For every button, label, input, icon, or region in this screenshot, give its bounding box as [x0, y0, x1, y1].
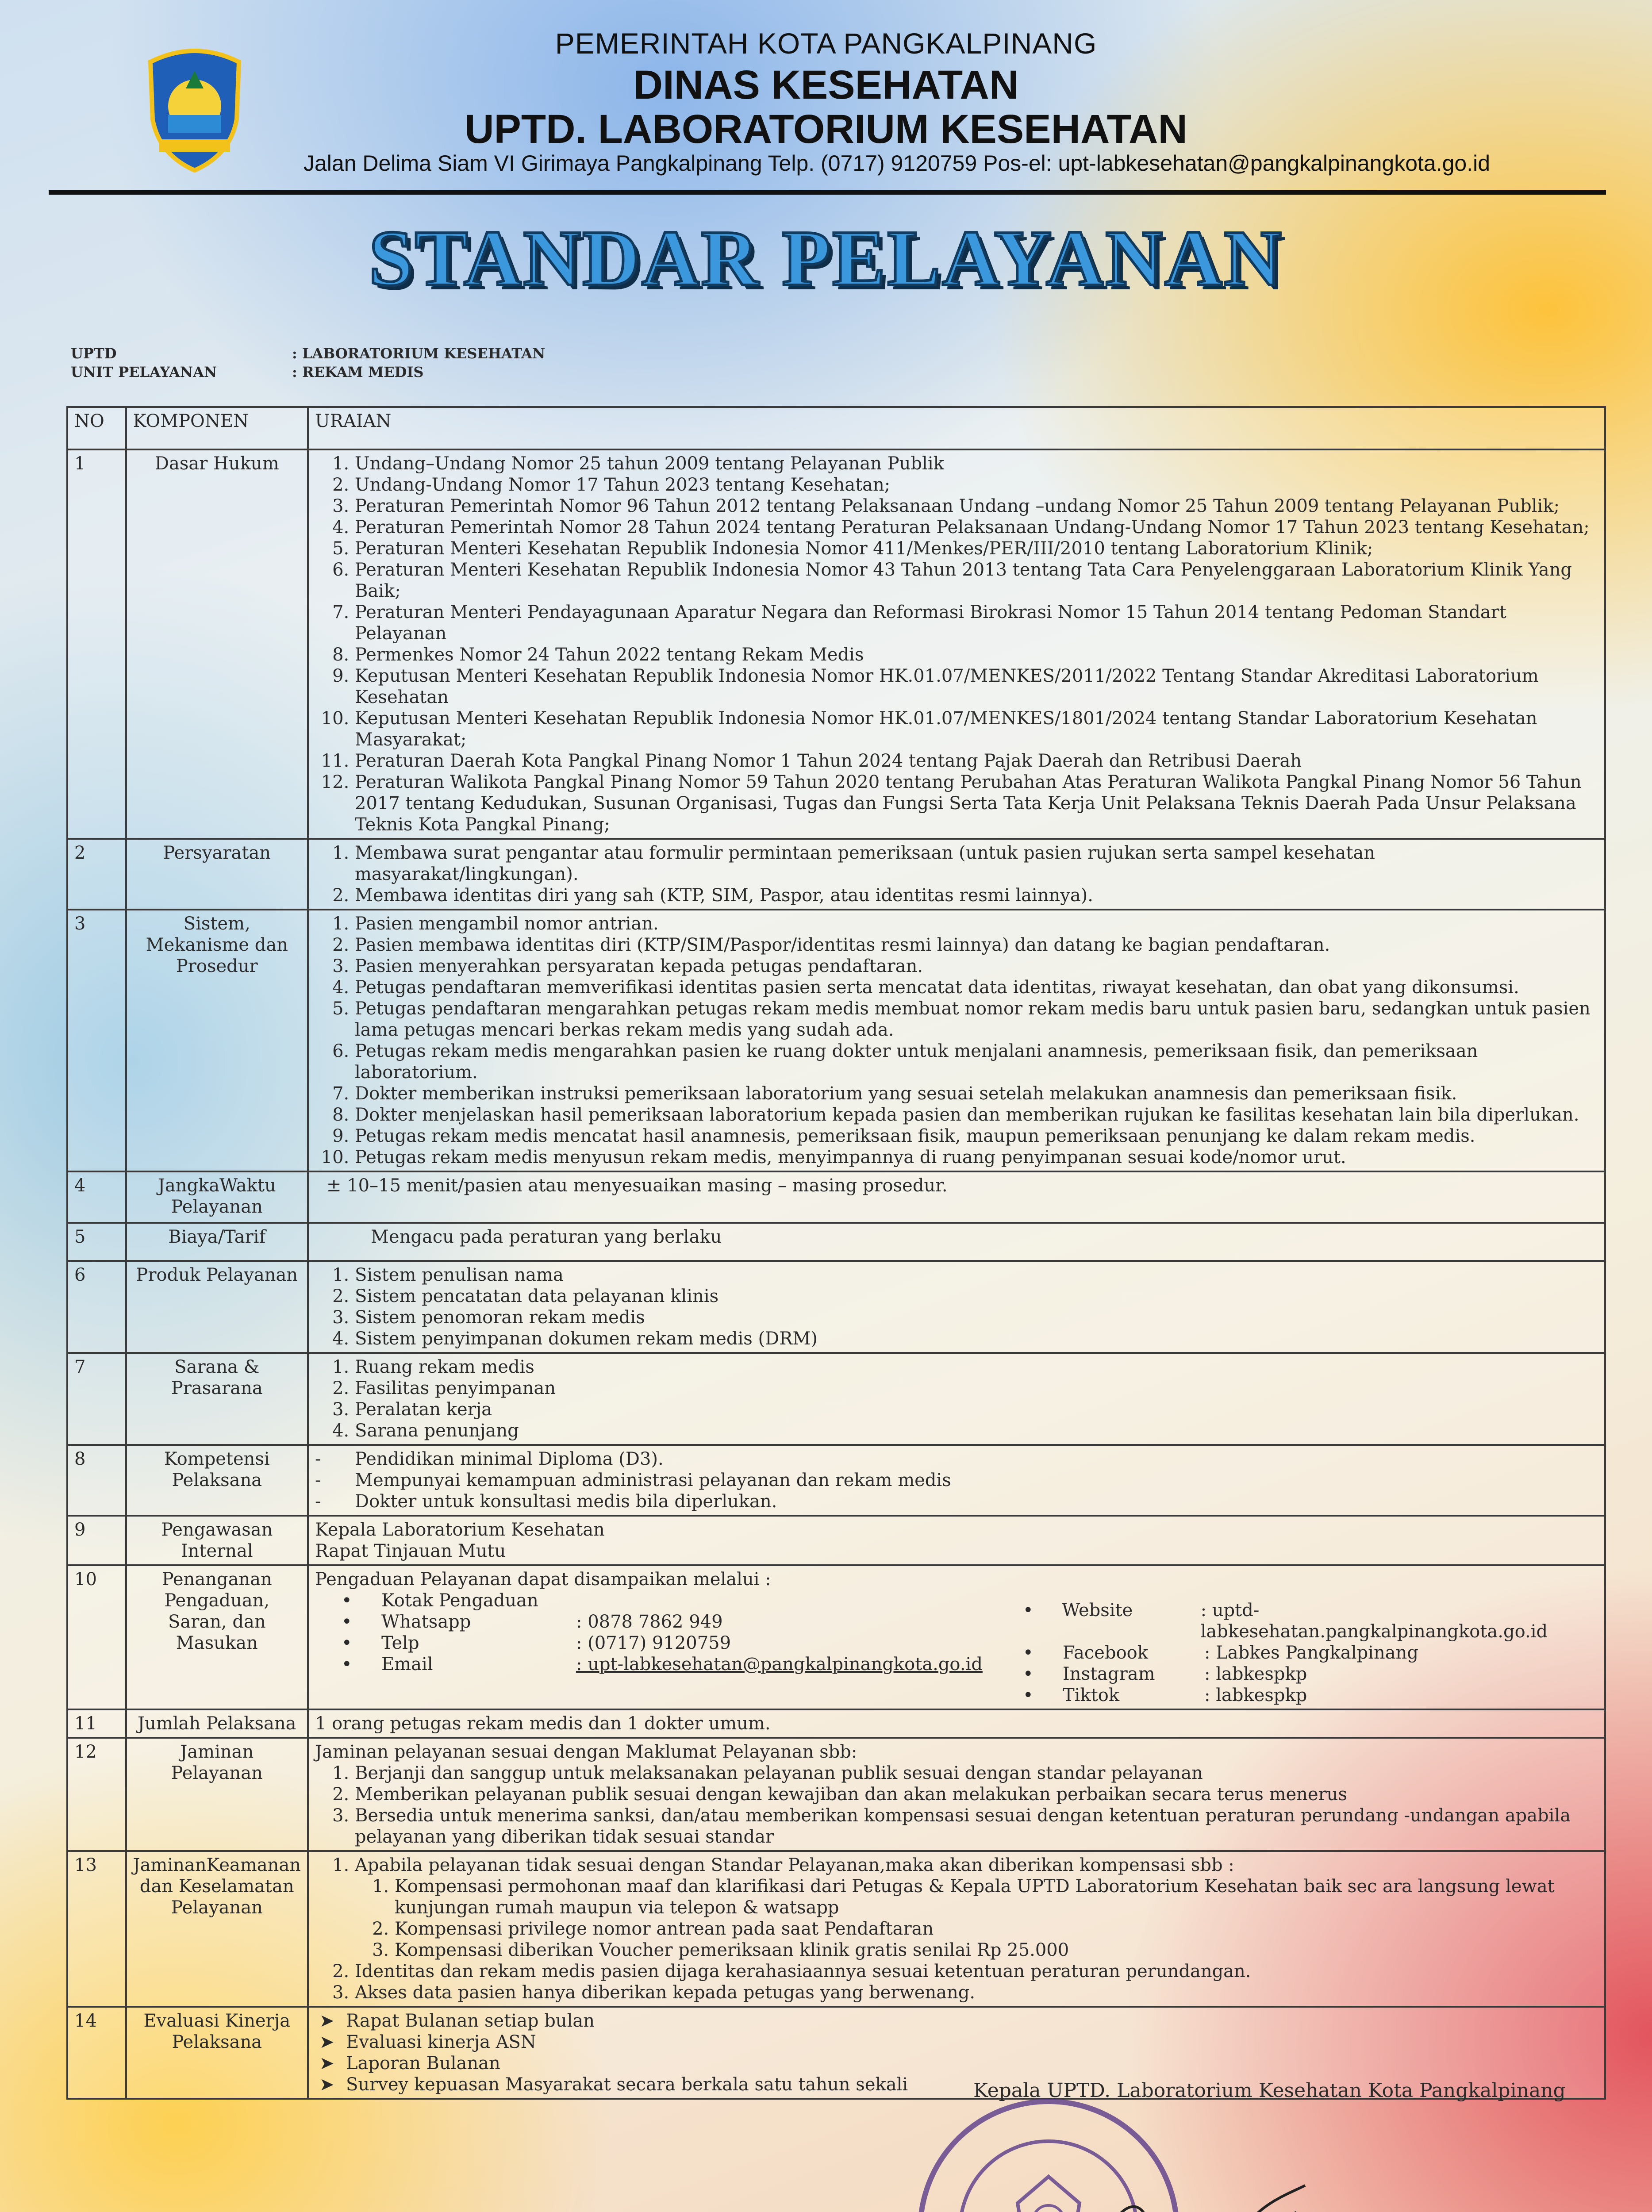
- row-component: Kompetensi Pelaksana: [126, 1445, 308, 1516]
- contact-row: [315, 1632, 1023, 1654]
- uptd-value: : LABORATORIUM KESEHATAN: [292, 345, 546, 362]
- list-item: 1. Kompensasi permohonan maaf dan klarifikasi dari Petugas & Kepala UPTD Laboratorium Kesehatan baik sec ara langsung lewat kunjungan rumah maupun via telepon & watsapp: [395, 1876, 1598, 1918]
- bullet-icon: •: [342, 1633, 352, 1653]
- contact-row: [1023, 1600, 1598, 1642]
- row-component: Pengawasan Internal: [126, 1516, 308, 1565]
- contact-row: [1023, 1642, 1598, 1663]
- header-no: NO: [67, 407, 126, 449]
- contact-key: Website: [1062, 1600, 1133, 1621]
- contact-key: Instagram: [1063, 1664, 1155, 1684]
- row-number: 10: [67, 1565, 126, 1709]
- legal-basis-list: [315, 453, 1598, 835]
- table-row: [67, 449, 1605, 839]
- letterhead: [0, 18, 1652, 195]
- list-item: 3. Bersedia untuk menerima sanksi, dan/atau memberikan kompensasi sesuai dengan ketentuan peraturan perundang -undangan apabila pelayanan yang diberikan tidak sesuai standar: [355, 1805, 1598, 1847]
- list-item: 2. Undang-Undang Nomor 17 Tahun 2023 tentang Kesehatan;: [355, 474, 1598, 495]
- contact-key: Kotak Pengaduan: [381, 1590, 538, 1611]
- list-item: 2. Fasilitas penyimpanan: [355, 1378, 1598, 1399]
- list-item: ➤ Survey kepuasan Masyarakat secara berkala satu tahun sekali: [315, 2074, 1598, 2095]
- row-number: 5: [67, 1223, 126, 1261]
- competency-list: [315, 1448, 1598, 1512]
- table-row: [67, 1171, 1605, 1223]
- list-item: 1. Berjanji dan sanggup untuk melaksanakan pelayanan publik sesuai dengan standar pelayanan: [355, 1763, 1598, 1784]
- contact-value: : uptd-labkesehatan.pangkalpinangkota.go.id: [1200, 1600, 1548, 1642]
- contact-key: Tiktok: [1063, 1685, 1120, 1705]
- complaint-intro: Pengaduan Pelayanan dapat disampaikan melalui :: [315, 1569, 771, 1590]
- list-item: 8. Dokter menjelaskan hasil pemeriksaan laboratorium kepada pasien dan memberikan rujukan ke fasilitas kesehatan lain bila diperlukan.: [355, 1104, 1598, 1125]
- table-row: [67, 839, 1605, 910]
- list-item: 4. Petugas pendaftaran memverifikasi identitas pasien serta mencatat data identitas, riwayat kesehatan, dan obat yang dikonsumsi.: [355, 977, 1598, 998]
- contact-email-link[interactable]: : upt-labkesehatan@pangkalpinangkota.go.id: [576, 1654, 983, 1674]
- row-number: 12: [67, 1738, 126, 1851]
- list-item: 6. Petugas rekam medis mengarahkan pasien ke ruang dokter untuk menjalani anamnesis, pemeriksaan fisik, dan pemeriksaan laboratorium.: [355, 1041, 1598, 1083]
- table-row: [67, 1565, 1605, 1709]
- list-item: 6. Peraturan Menteri Kesehatan Republik Indonesia Nomor 43 Tahun 2013 tentang Tata Cara Penyelenggaraan Laboratorium Klinik Yang Baik;: [355, 559, 1598, 602]
- row-number: 7: [67, 1353, 126, 1445]
- list-item: 2. Memberikan pelayanan publik sesuai dengan kewajiban dan akan melakukan perbaikan secara terus menerus: [355, 1784, 1598, 1805]
- document-meta: [71, 345, 545, 382]
- list-item: ➤ Evaluasi kinerja ASN: [315, 2032, 1598, 2053]
- procedure-list: [315, 913, 1598, 1168]
- list-item: - Pendidikan minimal Diploma (D3).: [315, 1448, 1598, 1470]
- requirements-list: [315, 842, 1598, 906]
- bullet-icon: •: [1023, 1664, 1033, 1684]
- row-number: 2: [67, 839, 126, 910]
- bullet-icon: •: [342, 1612, 352, 1632]
- row-description: [308, 1565, 1605, 1709]
- row-component: Persyaratan: [126, 839, 308, 910]
- table-row: [67, 1261, 1605, 1353]
- table-row: [67, 1709, 1605, 1738]
- row-description: [308, 1353, 1605, 1445]
- table-row: [67, 1516, 1605, 1565]
- contact-channels: [315, 1590, 1598, 1706]
- guarantee-intro: Jaminan pelayanan sesuai dengan Maklumat Pelayanan sbb:: [315, 1742, 857, 1762]
- guarantee-list: [315, 1763, 1598, 1847]
- row-number: 8: [67, 1445, 126, 1516]
- contact-row: [315, 1654, 1023, 1675]
- header-divider: [49, 190, 1606, 195]
- list-item: 4. Sistem penyimpanan dokumen rekam medis (DRM): [355, 1328, 1598, 1349]
- row-component: Dasar Hukum: [126, 449, 308, 839]
- list-item: 7. Peraturan Menteri Pendayagunaan Aparatur Negara dan Reformasi Birokrasi Nomor 15 Tahun 2014 tentang Pedoman Standart Pelayanan: [355, 602, 1598, 644]
- bullet-icon: •: [1023, 1643, 1033, 1663]
- row-description: [308, 1261, 1605, 1353]
- list-item: 9. Petugas rekam medis mencatat hasil anamnesis, pemeriksaan fisik, maupun pemeriksaan penunjang ke dalam rekam medis.: [355, 1125, 1598, 1147]
- list-item: 9. Keputusan Menteri Kesehatan Republik Indonesia Nomor HK.01.07/MENKES/2011/2022 Tentang Standar Akreditasi Laboratorium Kesehatan: [355, 665, 1598, 708]
- handwritten-signature: [1084, 2168, 1314, 2212]
- row-number: 9: [67, 1516, 126, 1565]
- security-list: [315, 1855, 1598, 2003]
- list-item: 2. Sistem pencatatan data pelayanan klinis: [355, 1286, 1598, 1307]
- row-component: JaminanKeamanan dan Keselamatan Pelayanan: [126, 1851, 308, 2007]
- row-component: JangkaWaktu Pelayanan: [126, 1171, 308, 1223]
- list-item: 3. Pasien menyerahkan persyaratan kepada petugas pendaftaran.: [355, 956, 1598, 977]
- contact-value: : (0717) 9120759: [576, 1633, 731, 1653]
- list-item: 4. Peraturan Pemerintah Nomor 28 Tahun 2024 tentang Peraturan Pelaksanaan Undang-Undang Nomor 17 Tahun 2023 tentang Kesehatan;: [355, 517, 1598, 538]
- list-item: 11. Peraturan Daerah Kota Pangkal Pinang Nomor 1 Tahun 2024 tentang Pajak Daerah dan Retribusi Daerah: [355, 750, 1598, 772]
- contact-value: : Labkes Pangkalpinang: [1204, 1643, 1418, 1663]
- row-component: Sarana & Prasarana: [126, 1353, 308, 1445]
- government-name: PEMERINTAH KOTA PANGKALPINANG: [555, 27, 1097, 60]
- row-description: ± 10–15 menit/pasien atau menyesuaikan masing – masing prosedur.: [308, 1171, 1605, 1223]
- unit-label: UNIT PELAYANAN: [71, 364, 217, 380]
- facilities-list: [315, 1356, 1598, 1441]
- contact-column-left: [315, 1590, 1023, 1706]
- list-item: 5. Petugas pendaftaran mengarahkan petugas rekam medis membuat nomor rekam medis baru untuk pasien baru, sedangkan untuk pasien lama petugas mencari berkas rekam medis yang sudah ada.: [355, 998, 1598, 1041]
- page-title: STANDAR PELAYANAN: [369, 214, 1283, 302]
- row-component: Jaminan Pelayanan: [126, 1738, 308, 1851]
- contact-key: Telp: [381, 1633, 419, 1653]
- list-item: ➤ Rapat Bulanan setiap bulan: [315, 2010, 1598, 2032]
- list-item: 3. Peralatan kerja: [355, 1399, 1598, 1420]
- contact-key: Whatsapp: [381, 1612, 471, 1632]
- compensation-sublist: [355, 1876, 1598, 1961]
- row-number: 13: [67, 1851, 126, 2007]
- list-item: 2. Membawa identitas diri yang sah (KTP, SIM, Paspor, atau identitas resmi lainnya).: [355, 885, 1598, 906]
- row-component: Produk Pelayanan: [126, 1261, 308, 1353]
- list-item: 3. Sistem penomoran rekam medis: [355, 1307, 1598, 1328]
- uptd-label: UPTD: [71, 345, 117, 362]
- supervision-line: Kepala Laboratorium Kesehatan: [315, 1520, 605, 1540]
- list-item: 8. Permenkes Nomor 24 Tahun 2022 tentang Rekam Medis: [355, 644, 1598, 665]
- row-component: Evaluasi Kinerja Pelaksana: [126, 2007, 308, 2099]
- unit-value: : REKAM MEDIS: [292, 364, 424, 380]
- list-item: 10. Keputusan Menteri Kesehatan Republik Indonesia Nomor HK.01.07/MENKES/1801/2024 tentang Standar Laboratorium Kesehatan Masyarakat;: [355, 708, 1598, 750]
- list-item: ➤ Laporan Bulanan: [315, 2053, 1598, 2074]
- row-number: 6: [67, 1261, 126, 1353]
- contact-row: [315, 1611, 1023, 1632]
- list-item: 1. Pasien mengambil nomor antrian.: [355, 913, 1598, 934]
- row-number: 1: [67, 449, 126, 839]
- row-description: Mengacu pada peraturan yang berlaku: [308, 1223, 1605, 1261]
- list-item: - Dokter untuk konsultasi medis bila diperlukan.: [315, 1491, 1598, 1512]
- table-row: [67, 1445, 1605, 1516]
- table-row: [67, 910, 1605, 1171]
- list-item: 1. Sistem penulisan nama: [355, 1264, 1598, 1286]
- contact-column-right: [1023, 1590, 1598, 1706]
- header-uraian: URAIAN: [308, 407, 1605, 449]
- row-component: Jumlah Pelaksana: [126, 1709, 308, 1738]
- list-item: - Mempunyai kemampuan administrasi pelayanan dan rekam medis: [315, 1470, 1598, 1491]
- signatory-title: Kepala UPTD. Laboratorium Kesehatan Kota Pangkalpinang: [973, 2079, 1566, 2102]
- row-description: [308, 1516, 1605, 1565]
- row-description: [308, 1738, 1605, 1851]
- list-item: 3. Kompensasi diberikan Voucher pemeriksaan klinik gratis senilai Rp 25.000: [395, 1939, 1598, 1961]
- list-item: 2. Identitas dan rekam medis pasien dijaga kerahasiaannya sesuai ketentuan peraturan perundangan.: [355, 1961, 1598, 1982]
- table-row: [67, 1353, 1605, 1445]
- contact-value: : labkespkp: [1204, 1664, 1307, 1684]
- list-item: 5. Peraturan Menteri Kesehatan Republik Indonesia Nomor 411/Menkes/PER/III/2010 tentang Laboratorium Klinik;: [355, 538, 1598, 559]
- bullet-icon: •: [342, 1590, 352, 1611]
- row-component: Sistem, Mekanisme dan Prosedur: [126, 910, 308, 1171]
- contact-row: [315, 1590, 1023, 1611]
- row-number: 3: [67, 910, 126, 1171]
- row-component: Penanganan Pengaduan, Saran, dan Masukan: [126, 1565, 308, 1709]
- row-description: [308, 449, 1605, 839]
- row-description: 1 orang petugas rekam medis dan 1 dokter umum.: [308, 1709, 1605, 1738]
- service-standard-table: [66, 406, 1606, 2100]
- row-description: [308, 1445, 1605, 1516]
- contact-key: Email: [381, 1654, 433, 1674]
- department-name: DINAS KESEHATAN: [633, 62, 1019, 108]
- list-item: 2. Kompensasi privilege nomor antrean pada saat Pendaftaran: [395, 1918, 1598, 1939]
- row-description: [308, 1851, 1605, 2007]
- contact-row: [1023, 1685, 1598, 1706]
- unit-name: UPTD. LABORATORIUM KESEHATAN: [465, 107, 1187, 152]
- contact-row: [1023, 1663, 1598, 1685]
- contact-key: Facebook: [1063, 1643, 1148, 1663]
- row-component: Biaya/Tarif: [126, 1223, 308, 1261]
- bullet-icon: •: [1023, 1600, 1033, 1621]
- contact-value: : 0878 7862 949: [576, 1612, 723, 1632]
- header-komponen: KOMPONEN: [126, 407, 308, 449]
- table-row: [67, 1851, 1605, 2007]
- table-row: [67, 1223, 1605, 1261]
- products-list: [315, 1264, 1598, 1349]
- table-row: [67, 1738, 1605, 1851]
- row-number: 4: [67, 1171, 126, 1223]
- row-number: 14: [67, 2007, 126, 2099]
- list-item: 1. Ruang rekam medis: [355, 1356, 1598, 1378]
- list-item: [355, 1855, 1598, 1961]
- compensation-intro: Apabila pelayanan tidak sesuai dengan Standar Pelayanan,maka akan diberikan kompensasi sbb :: [355, 1855, 1234, 1875]
- list-item: 10. Petugas rekam medis menyusun rekam medis, menyimpannya di ruang penyimpanan sesuai kode/nomor urut.: [355, 1147, 1598, 1168]
- table-header-row: [67, 407, 1605, 449]
- list-item: 2. Pasien membawa identitas diri (KTP/SIM/Paspor/identitas resmi lainnya) dan datang ke bagian pendaftaran.: [355, 934, 1598, 956]
- list-item: 3. Peraturan Pemerintah Nomor 96 Tahun 2012 tentang Pelaksanaan Undang –undang Nomor 25 Tahun 2009 tentang Pelayanan Publik;: [355, 495, 1598, 517]
- list-item: 1. Undang–Undang Nomor 25 tahun 2009 tentang Pelayanan Publik: [355, 453, 1598, 474]
- list-item: 4. Sarana penunjang: [355, 1420, 1598, 1441]
- list-item: 3. Akses data pasien hanya diberikan kepada petugas yang berwenang.: [355, 1982, 1598, 2003]
- row-number: 11: [67, 1709, 126, 1738]
- list-item: 1. Membawa surat pengantar atau formulir permintaan pemeriksaan (untuk pasien rujukan serta sampel kesehatan masyarakat/lingkungan).: [355, 842, 1598, 885]
- row-description: [308, 910, 1605, 1171]
- supervision-line: Rapat Tinjauan Mutu: [315, 1541, 506, 1561]
- bullet-icon: •: [1023, 1685, 1033, 1705]
- address-line: Jalan Delima Siam VI Girimaya Pangkalpinang Telp. (0717) 9120759 Pos-el: upt-labkesehatan@pangkalpinangkota.go.id: [303, 151, 1491, 176]
- contact-value: : labkespkp: [1204, 1685, 1307, 1705]
- list-item: 12. Peraturan Walikota Pangkal Pinang Nomor 59 Tahun 2020 tentang Perubahan Atas Peraturan Walikota Pangkal Pinang Nomor 56 Tahun 2017 tentang Kedudukan, Susunan Organisasi, Tugas dan Fungsi Serta Tata Kerja Unit Pelaksana Teknis Daerah Pada Unsur Pelaksana Teknis Kota Pangkal Pinang;: [355, 772, 1598, 835]
- row-description: [308, 839, 1605, 910]
- bullet-icon: •: [342, 1654, 352, 1674]
- list-item: 7. Dokter memberikan instruksi pemeriksaan laboratorium yang sesuai setelah melakukan anamnesis dan pemeriksaan fisik.: [355, 1083, 1598, 1104]
